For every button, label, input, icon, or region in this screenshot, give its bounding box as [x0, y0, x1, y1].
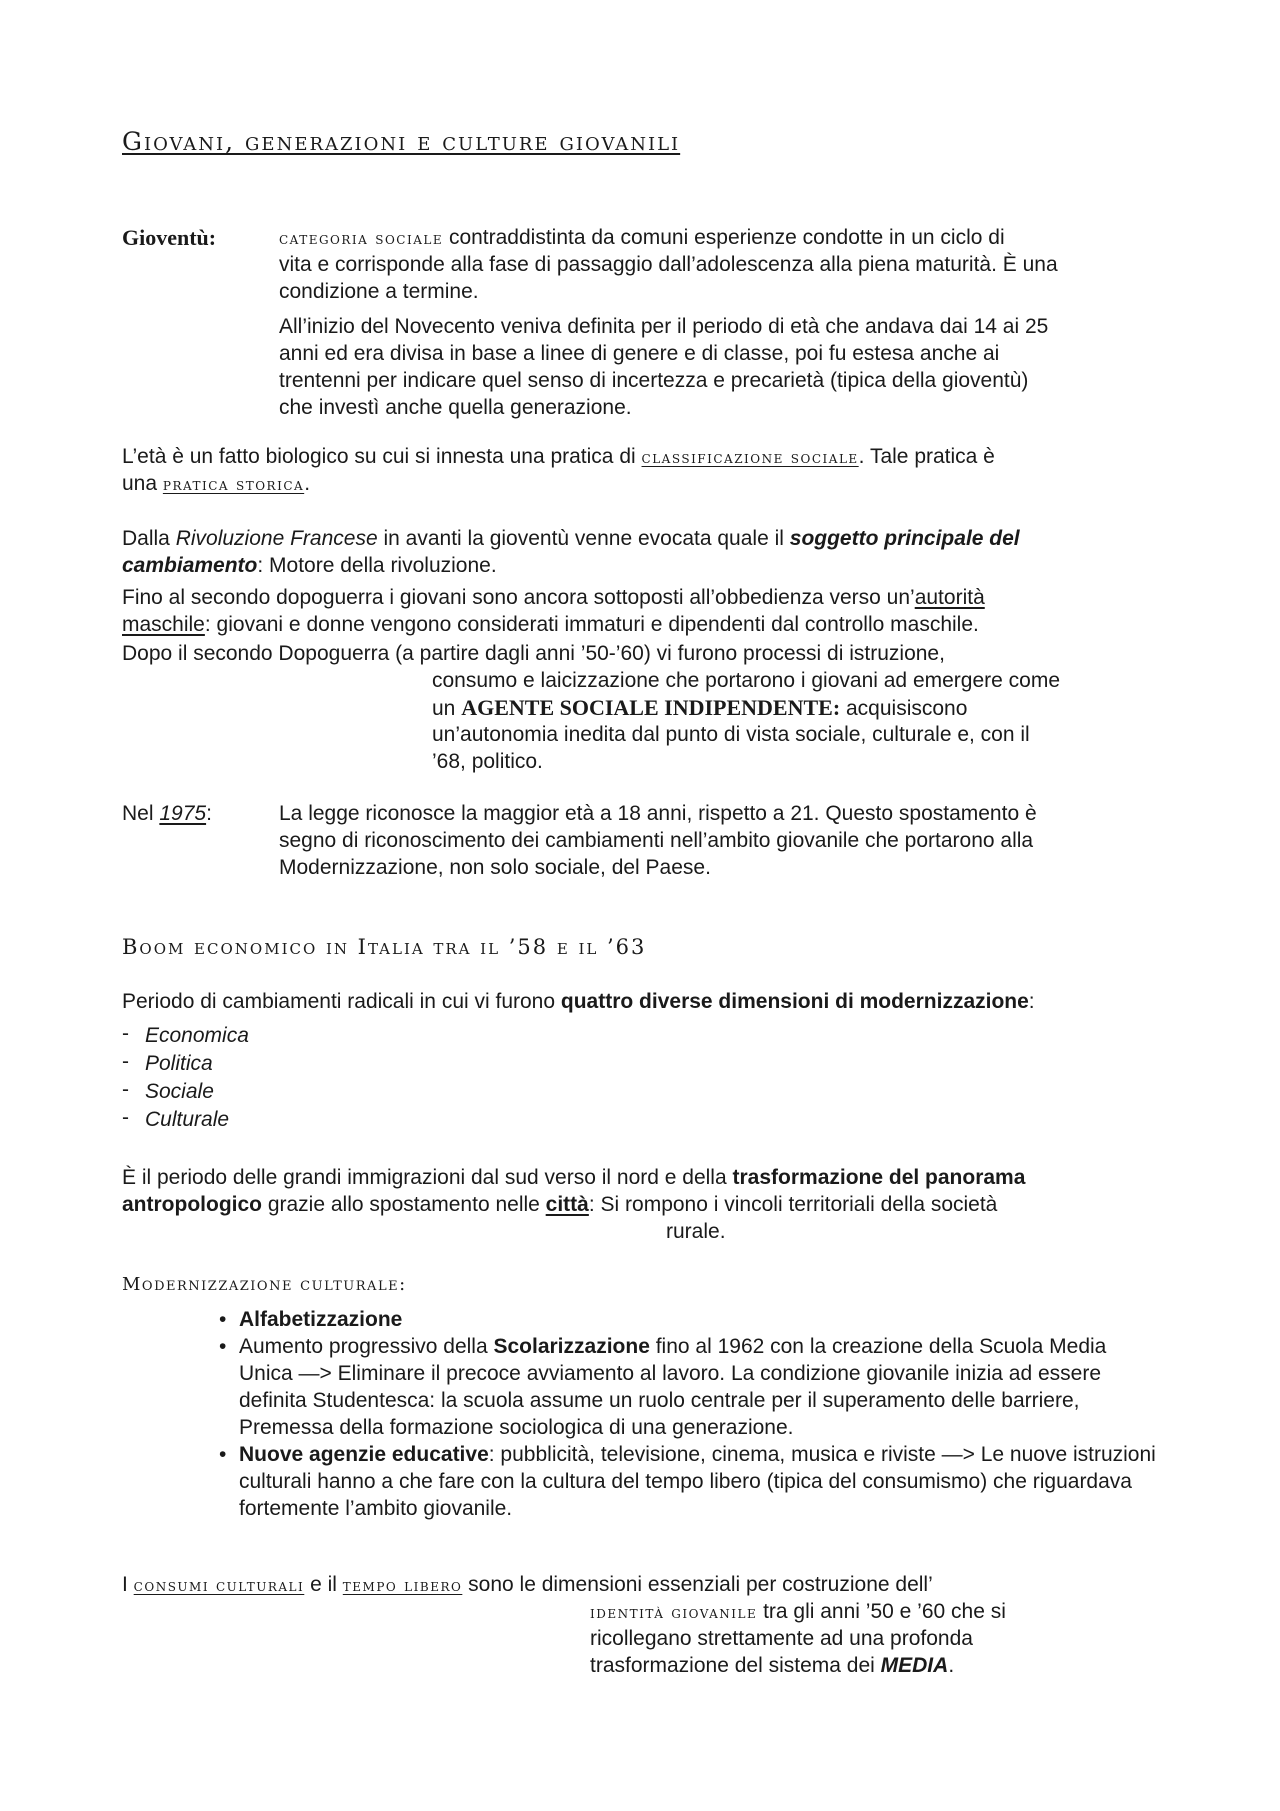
dopoguerra2-line1: Dopo il secondo Dopoguerra (a partire dagli anni ’50-’60) vi furono processi di istruzione, — [122, 642, 945, 665]
dopoguerra2-line2: consumo e laicizzazione che portarono i giovani ad emergere come — [432, 669, 1061, 692]
boom-intro: Periodo di cambiamenti radicali in cui vi furono quattro diverse dimensioni di modernizzazione: — [122, 990, 1035, 1013]
list-item: - Culturale — [122, 1106, 230, 1131]
eta-line1: L’età è un fatto biologico su cui si innesta una pratica di classificazione sociale. Tale pratica è — [122, 445, 995, 468]
gioventu-term: categoria sociale — [279, 229, 444, 249]
modernization-dimensions-list — [122, 1022, 249, 1134]
rivoluzione-line2: cambiamento: Motore della rivoluzione. — [122, 554, 497, 577]
culturale-list — [215, 1306, 1165, 1522]
anno1975-line3: Modernizzazione, non solo sociale, del Paese. — [279, 856, 711, 879]
list-item: - Sociale — [122, 1078, 214, 1103]
consumi-line3: ricollegano strettamente ad una profonda — [590, 1627, 973, 1650]
gioventu-line2: vita e corrisponde alla fase di passaggio dall’adolescenza alla piena maturità. È una — [279, 253, 1058, 276]
rivoluzione-line1: Dalla Rivoluzione Francese in avanti la gioventù venne evocata quale il soggetto principale del — [122, 527, 1020, 550]
list-item: • Aumento progressivo della Scolarizzazione fino al 1962 con la creazione della Scuola Media Unica —> Eliminare il precoce avviamento al lavoro. La condizione giovanile inizia ad essere definita Studentesca: la scuola assume un ruolo centrale per il superamento delle barriere, Premessa della formazione sociologica di una generazione. — [219, 1335, 1107, 1439]
boom-heading: Boom economico in Italia tra il ’58 e il ’63 — [122, 935, 647, 959]
list-item: • Nuove agenzie educative: pubblicità, televisione, cinema, musica e riviste —> Le nuove istruzioni culturali hanno a che fare con la cultura del tempo libero (tipica del consumismo) che riguardava fortemente l’ambito giovanile. — [219, 1443, 1156, 1520]
dopoguerra2-line5: ’68, politico. — [432, 750, 543, 773]
gioventu-para2-line1: All’inizio del Novecento veniva definita per il periodo di età che andava dai 14 ai 25 — [279, 315, 1049, 338]
anno1975-line1: La legge riconosce la maggior età a 18 anni, rispetto a 21. Questo spostamento è — [279, 802, 1037, 825]
list-item: • Alfabetizzazione — [219, 1308, 403, 1331]
consumi-line1: I consumi culturali e il tempo libero sono le dimensioni essenziali per costruzione dell’ — [122, 1573, 933, 1596]
gioventu-label: Gioventù: — [122, 225, 217, 250]
anno1975-line2: segno di riconoscimento dei cambiamenti nell’ambito giovanile che portarono alla — [279, 829, 1034, 852]
term-identita-giovanile: identità giovanile — [590, 1603, 758, 1623]
gioventu-line3: condizione a termine. — [279, 280, 479, 303]
gioventu-line1: categoria sociale contraddistinta da comuni esperienze condotte in un ciclo di — [279, 226, 1005, 249]
term-tempo-libero: tempo libero — [342, 1576, 463, 1596]
consumi-line2: identità giovanile tra gli anni ’50 e ’60 che si — [590, 1600, 1006, 1623]
list-item: - Economica — [122, 1022, 249, 1047]
term-pratica-storica: pratica storica — [162, 475, 305, 495]
immigrazioni-line1: È il periodo delle grandi immigrazioni dal sud verso il nord e della trasformazione del panorama — [122, 1166, 1026, 1189]
anno1975-label: Nel 1975: — [122, 802, 212, 825]
dopoguerra2-line3: un AGENTE SOCIALE INDIPENDENTE: acquisiscono — [432, 695, 968, 720]
page-title: Giovani, generazioni e culture giovanili — [122, 127, 681, 156]
term-consumi-culturali: consumi culturali — [133, 1576, 305, 1596]
agente-sociale-indipendente: AGENTE SOCIALE INDIPENDENTE: — [461, 695, 841, 720]
consumi-line4: trasformazione del sistema dei MEDIA. — [590, 1654, 955, 1677]
culturale-heading: Modernizzazione culturale: — [122, 1274, 407, 1295]
gioventu-para2-line4: che investì anche quella generazione. — [279, 396, 632, 419]
gioventu-para2-line2: anni ed era divisa in base a linee di genere e di classe, poi fu estesa anche ai — [279, 342, 1000, 365]
gioventu-para2-line3: trentenni per indicare quel senso di incertezza e precarietà (tipica della gioventù) — [279, 369, 1029, 392]
immigrazioni-line2: antropologico grazie allo spostamento nelle città: Si rompono i vincoli territoriali della società — [122, 1193, 998, 1216]
term-classificazione-sociale: classificazione sociale — [641, 448, 859, 468]
dopoguerra2-line4: un’autonomia inedita dal punto di vista sociale, culturale e, con il — [432, 723, 1030, 746]
dopoguerra1-line1: Fino al secondo dopoguerra i giovani sono ancora sottoposti all’obbedienza verso un’autorità — [122, 586, 985, 609]
dopoguerra1-line2: maschile: giovani e donne vengono considerati immaturi e dipendenti dal controllo maschile. — [122, 613, 979, 636]
immigrazioni-line3: rurale. — [666, 1220, 726, 1243]
eta-line2: una pratica storica. — [122, 472, 311, 495]
list-item: - Politica — [122, 1050, 213, 1075]
